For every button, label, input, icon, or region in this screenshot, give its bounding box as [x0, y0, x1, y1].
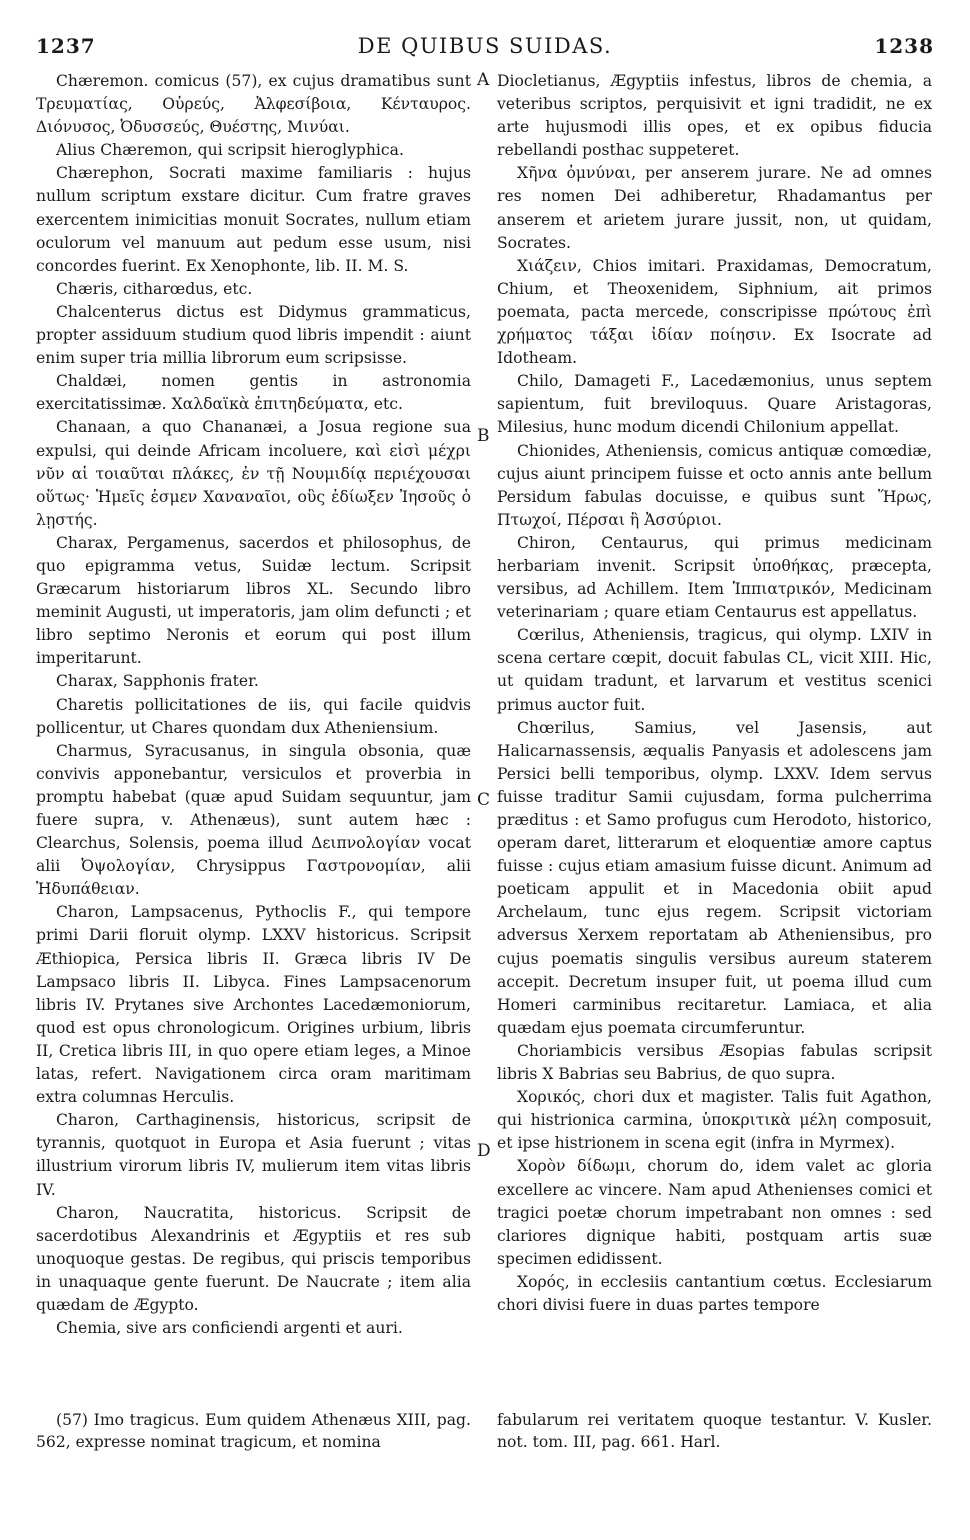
entry-paragraph: Chæremon. comicus (57), ex cujus dramatibus sunt Τρευματίας, Οὐρεύς, Ἀλφεσίβοια, Κένταυρος. Διόνυσος, Ὀδυσσεύς, Θυέστης, Μινύαι. [36, 72, 471, 137]
page-header [36, 34, 934, 64]
footnote-text: (57) Imo tragicus. Eum quidem Athenæus XIII, pag. 562, expresse nominat tragicum, et nomina [36, 1411, 471, 1451]
entry-paragraph: Charon, Naucratita, historicus. Scripsit de sacerdotibus Alexandrinis et Ægyptiis et res sub unoquoque gestas. De regibus, qui priscis temporibus in unaquaque gente fuerunt. De Naucrate ; item alia quædam de Ægypto. [36, 1203, 471, 1314]
entry-paragraph: Charmus, Syracusanus, in singula obsonia, quæ convivis apponebantur, versiculos et proverbia in promptu habebat (quæ apud Suidam sequuntur, jam fuere supra, v. Athenæus), sunt autem hæc : Clearchus, Solensis, poema illud Δειπνολογίαν vocat alii Ὀψολογίαν, Chrysippus Γαστρονομίαν, alii Ἡδυπάθειαν. [36, 741, 471, 899]
section-letter-a: A [477, 70, 490, 90]
section-letter-c: C [477, 790, 491, 810]
entry-paragraph: Chaldæi, nomen gentis in astronomia exercitatissimæ. Χαλδαϊκὰ ἐπιτηδεύματα, etc. [36, 372, 471, 414]
entry-paragraph: Charax, Sapphonis frater. [56, 672, 259, 691]
running-title: DE QUIBUS SUIDAS. [357, 34, 613, 58]
entry-paragraph: Chæris, citharœdus, etc. [56, 279, 253, 298]
entry-paragraph: Chiron, Centaurus, qui primus medicinam herbariam invenit. Scripsit ὑποθήκας, præcepta, versibus, ad Achillem. Item Ἱππιατρικόν, Medicinam veterinariam ; quare etiam Centaurus est appellatus. [497, 533, 932, 622]
entry-paragraph: Alius Chæremon, qui scripsit hieroglyphica. [56, 141, 404, 160]
entry-paragraph: Charon, Carthaginensis, historicus, scripsit de tyrannis, quotquot in Europa et Asia fuerunt ; vitas illustrium virorum libris IV, mulierum item vitas libris IV. [36, 1111, 471, 1199]
section-letter-b: B [477, 426, 490, 446]
right-page-number: 1238 [874, 34, 934, 58]
entry-paragraph: Chalcenterus dictus est Didymus grammaticus, propter assiduum studium quod libris impendit : aiunt enim super tria millia librorum eum scripsisse. [36, 302, 471, 368]
entry-paragraph: Χιάζειν, Chios imitari. Praxidamas, Democratum, Chium, et Theoxenidem, Siphnium, ait primos poemata, pacta mercede, conscripisse πρώτους ἐπὶ χρήματος τάξαι ἰδίαν ποίησιν. Ex Isocrate ad Idotheam. [497, 256, 932, 368]
left-page-number: 1237 [36, 34, 96, 58]
entry-paragraph: Chilo, Damageti F., Lacedæmonius, unus septem sapientum, fuit breviloquus. Quare Aristagoras, Milesius, hunc modum dicendi Chilonium appellat. [497, 372, 932, 437]
entry-paragraph: Chærephon, Socrati maxime familiaris : hujus nullum scriptum exstare dicitur. Cum fratre graves exercentem inimicitias monuit Socrates, nullum etiam oculorum vel manuum aut pedum esse usum, nisi concordes fuerint. Ex Xenophonte, lib. II. M. S. [36, 164, 471, 275]
entry-paragraph: Χορός, in ecclesiis cantantium cœtus. Ecclesiarum chori divisi fuere in duas partes tempore [497, 1272, 932, 1314]
section-letter-d: D [477, 1141, 491, 1161]
entry-paragraph: Χῆνα ὀμνύναι, per anserem jurare. Ne ad omnes res nomen Dei adhiberetur, Rhadamantus per anserem et arietem jurare jussit, non, ut quidam, Socrates. [497, 164, 932, 252]
entry-paragraph: Chemia, sive ars conficiendi argenti et auri. [56, 1319, 403, 1338]
footnote-right [497, 1409, 932, 1453]
footnote-text: fabularum rei veritatem quoque testantur. V. Kusler. not. tom. III, pag. 661. Harl. [497, 1411, 932, 1451]
entry-paragraph: Χορὸν δίδωμι, chorum do, idem valet ac gloria excellere ac vincere. Nam apud Athenienses comici et tragici poetæ chorum impetrabant non omnes : sed clariores dignique habiti, postquam artis suæ specimen edidissent. [497, 1157, 932, 1268]
entry-paragraph: Charax, Pergamenus, sacerdos et philosophus, de quo epigramma vetus, Suidæ lectum. Scripsit Græcarum historiarum libros XL. Secundo libro meminit Augusti, ut imperatoris, jam olim defuncti ; et libro septimo Neronis et eorum qui post illum imperitarunt. [36, 533, 471, 668]
entry-paragraph: Diocletianus, Ægyptiis infestus, libros de chemia, a veteribus scriptos, perquisivit et igni tradidit, ne ex arte hujusmodi illis opes, et ex opibus fiducia rebellandi posthac suppeteret. [497, 72, 932, 160]
entry-paragraph: Χορικός, chori dux et magister. Talis fuit Agathon, qui histrionica carmina, ὑποκριτικὰ μέλη composuit, et ipse histrionem in scena egit (infra in Myrmex). [497, 1088, 932, 1153]
entry-paragraph: Charetis pollicitationes de iis, qui facile quidvis pollicentur, ut Chares quondam dux Atheniensium. [36, 695, 471, 737]
entry-paragraph: Chionides, Atheniensis, comicus antiquæ comœdiæ, cujus aiunt principem fuisse et octo annis ante bellum Persidum fabulas docuisse, e quibus sunt Ἥρως, Πτωχοί, Πέρσαι ἢ Ἀσσύριοι. [497, 441, 932, 529]
entry-paragraph: Charon, Lampsacenus, Pythoclis F., qui tempore primi Darii floruit olymp. LXXV historicus. Scripsit Æthiopica, Persica libris II. Græca libris IV De Lampsaco libris II. Libyca. Fines Lampsacenorum libris IV. Prytanes sive Archontes Lacedæmoniorum, quod est opus chronologicum. Origines urbium, libris II, Cretica libris III, in quo opere etiam leges, a Minoe latas, refert. Navigationem circa oram maritimam extra columnas Herculis. [36, 903, 471, 1107]
left-column [36, 70, 471, 1340]
entry-paragraph: Choriambicis versibus Æsopias fabulas scripsit libris X Babrias seu Babrius, de quo supra. [497, 1041, 932, 1084]
entry-paragraph: Chanaan, a quo Chananæi, a Josua regione sua expulsi, qui deinde Africam incoluere, καὶ εἰσὶ μέχρι νῦν αἱ τοιαῦται πλάκες, ἐν τῇ Νουμιδίᾳ περιέχουσαι οὕτως· Ἡμεῖς ἐσμεν Χαναναῖοι, οὓς ἐδίωξεν Ἰησοῦς ὁ λῃστής. [36, 418, 471, 529]
right-column [497, 70, 932, 1317]
entry-paragraph: Cœrilus, Atheniensis, tragicus, qui olymp. LXIV in scena certare cœpit, docuit fabulas CL, vicit XIII. Hic, ut quidam tradunt, et larvarum et vestitus scenici primus auctor fuit. [497, 626, 932, 714]
footnote-left [36, 1409, 471, 1453]
entry-paragraph: Chœrilus, Samius, vel Jasensis, aut Halicarnassensis, æqualis Panyasis et adolescens jam Persici belli temporibus, olymp. LXXV. Idem servus fuisse traditur Samii cujusdam, forma pulcherrima præditus : et Samo profugus cum Herodoto, historico, operam daret, litterarum et eloquentiæ amore captus fuisse : cujus etiam amasium fuisse dicunt. Animum ad poeticam appulit et in Macedonia obiit apud Archelaum, tunc ejus regem. Scripsit victoriam adversus Xerxem reportatam ab Atheniensibus, pro cujus poematis singulis versibus aureum staterem accepit. Decretum insuper fuit, ut poema illud cum Homeri carminibus recitaretur. Lamiaca, et alia quædam ejus poemata circumferuntur. [497, 718, 932, 1037]
